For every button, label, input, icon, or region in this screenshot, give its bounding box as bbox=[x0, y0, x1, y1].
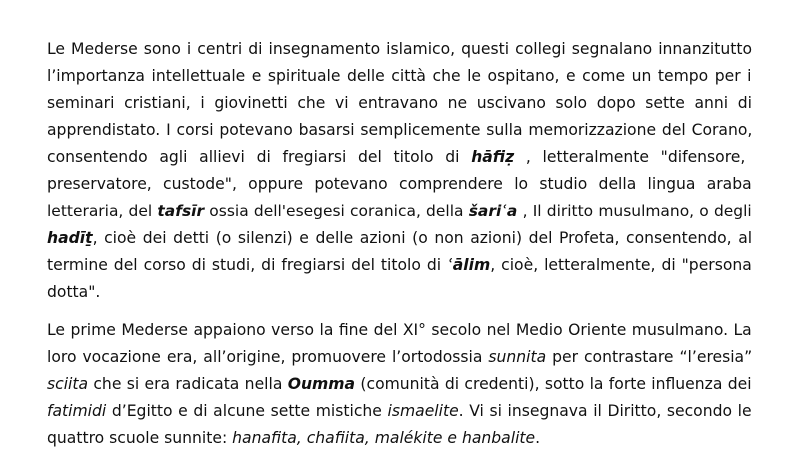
document-page bbox=[47, 36, 752, 452]
text-line bbox=[47, 90, 752, 117]
text-run: Le Mederse sono i centri di insegnamento islamico, questi collegi segnalano innanzitutto bbox=[47, 40, 753, 58]
text-line bbox=[47, 117, 752, 144]
arabic-term-sharia: šariʿa bbox=[468, 202, 518, 220]
arabic-term-hadith: hadīṯ bbox=[47, 229, 93, 247]
text-run: Le prime Mederse appaiono verso la fine del XI° secolo nel Medio Oriente musulmano. La bbox=[47, 321, 752, 339]
text-run: preservatore, custode", oppure potevano comprendere lo studio della lingua araba bbox=[47, 175, 752, 193]
text-run: (comunità di credenti), sotto la forte influenza dei bbox=[355, 375, 752, 393]
text-run: che si era radicata nella bbox=[88, 375, 288, 393]
arabic-term-oumma: Oumma bbox=[287, 375, 356, 393]
text-run: seminari cristiani, i giovinetti che vi entravano ne uscivano solo dopo sette anni di bbox=[47, 94, 752, 112]
text-run: apprendistato. I corsi potevano basarsi semplicemente sulla memorizzazione del Corano, bbox=[47, 121, 753, 139]
text-run: letteraria, del bbox=[47, 202, 158, 220]
arabic-term-tafsir: tafsīr bbox=[157, 202, 205, 220]
italic-term-ismaelite: ismaelite bbox=[387, 402, 459, 420]
text-run: quattro scuole sunnite: bbox=[47, 429, 233, 447]
text-run: , Il diritto musulmano, o degli bbox=[517, 202, 752, 220]
text-line bbox=[47, 225, 752, 252]
text-line bbox=[47, 63, 752, 90]
text-run: . bbox=[535, 429, 541, 447]
text-line bbox=[47, 36, 752, 63]
text-run: l’importanza intellettuale e spirituale delle città che le ospitano, e come un tempo per i bbox=[47, 67, 752, 85]
text-line bbox=[47, 317, 752, 344]
italic-term-fatimidi: fatimidi bbox=[47, 402, 107, 420]
text-run: d’Egitto e di alcune sette mistiche bbox=[106, 402, 388, 420]
paragraph-2 bbox=[47, 317, 752, 452]
text-line bbox=[47, 144, 752, 171]
paragraph-1 bbox=[47, 36, 752, 306]
arabic-term-alim: ʿālim bbox=[447, 256, 491, 274]
text-run: ossia dell'esegesi coranica, della bbox=[204, 202, 469, 220]
text-run: consentendo agli allievi di fregiarsi del titolo di bbox=[47, 148, 472, 166]
italic-term-schools: hanafita, chafiita, malékite e hanbalite bbox=[232, 429, 536, 447]
text-run: loro vocazione era, all’origine, promuovere l’ortodossia bbox=[47, 348, 489, 366]
text-line bbox=[47, 425, 752, 452]
arabic-term-hafiz: hāfiẓ bbox=[471, 148, 515, 166]
text-run: , letteralmente "difensore, bbox=[514, 148, 746, 166]
text-line bbox=[47, 344, 752, 371]
text-run: per contrastare “l’eresia” bbox=[546, 348, 753, 366]
text-run: , cioè, letteralmente, di "persona bbox=[490, 256, 752, 274]
text-run: . Vi si insegnava il Diritto, secondo le bbox=[458, 402, 752, 420]
italic-term-sciita: sciita bbox=[47, 375, 89, 393]
text-run: , cioè dei detti (o silenzi) e delle azioni (o non azioni) del Profeta, consentendo, al bbox=[92, 229, 753, 247]
italic-term-sunnita: sunnita bbox=[488, 348, 547, 366]
text-line bbox=[47, 371, 752, 398]
text-line bbox=[47, 279, 752, 306]
text-line bbox=[47, 171, 752, 198]
text-line bbox=[47, 398, 752, 425]
text-run: dotta". bbox=[47, 283, 101, 301]
paragraph-gap bbox=[47, 306, 752, 317]
text-line bbox=[47, 252, 752, 279]
text-run: termine del corso di studi, di fregiarsi del titolo di bbox=[47, 256, 448, 274]
text-line bbox=[47, 198, 752, 225]
